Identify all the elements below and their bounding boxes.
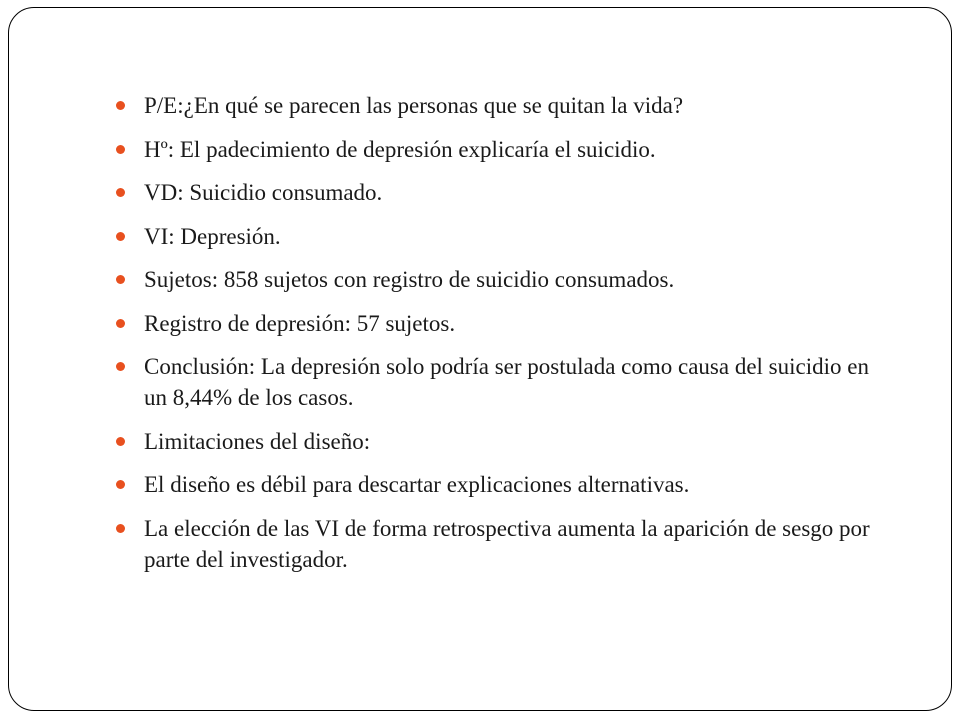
bullet-text: El diseño es débil para descartar explicaciones alternativas. bbox=[144, 472, 690, 497]
bullet-text: Registro de depresión: 57 sujetos. bbox=[144, 310, 456, 336]
slide-frame bbox=[8, 7, 952, 711]
bullet-dot-icon bbox=[116, 275, 125, 284]
bullet-list bbox=[116, 90, 876, 587]
bullet-item bbox=[116, 221, 876, 252]
bullet-item bbox=[116, 134, 876, 165]
bullet-text: Sujetos: 858 sujetos con registro de suicidio consumados. bbox=[144, 267, 675, 292]
bullet-dot-icon bbox=[116, 437, 125, 446]
bullet-text: Limitaciones del diseño: bbox=[144, 428, 371, 454]
bullet-dot-icon bbox=[116, 188, 125, 197]
bullet-item bbox=[116, 264, 876, 295]
bullet-item bbox=[116, 513, 876, 575]
bullet-dot-icon bbox=[116, 524, 125, 533]
bullet-text: VI: Depresión. bbox=[144, 223, 281, 249]
bullet-item bbox=[116, 351, 876, 413]
bullet-item bbox=[116, 308, 876, 339]
bullet-text: Conclusión: La depresión solo podría ser postulada como causa del suicidio en un 8,44% de los casos. bbox=[144, 354, 869, 410]
bullet-text: VD: Suicidio consumado. bbox=[144, 180, 383, 205]
bullet-item bbox=[116, 469, 876, 500]
bullet-dot-icon bbox=[116, 145, 125, 154]
bullet-item bbox=[116, 177, 876, 208]
bullet-item bbox=[116, 426, 876, 457]
bullet-dot-icon bbox=[116, 480, 125, 489]
bullet-dot-icon bbox=[116, 362, 125, 371]
bullet-dot-icon bbox=[116, 232, 125, 241]
bullet-dot-icon bbox=[116, 101, 125, 110]
bullet-dot-icon bbox=[116, 319, 125, 328]
bullet-text: Hº: El padecimiento de depresión explicaría el suicidio. bbox=[144, 136, 656, 162]
bullet-item bbox=[116, 90, 876, 121]
bullet-text: P/E:¿En qué se parecen las personas que se quitan la vida? bbox=[144, 93, 684, 118]
bullet-text: La elección de las VI de forma retrospectiva aumenta la aparición de sesgo por parte del investigador. bbox=[144, 515, 870, 572]
